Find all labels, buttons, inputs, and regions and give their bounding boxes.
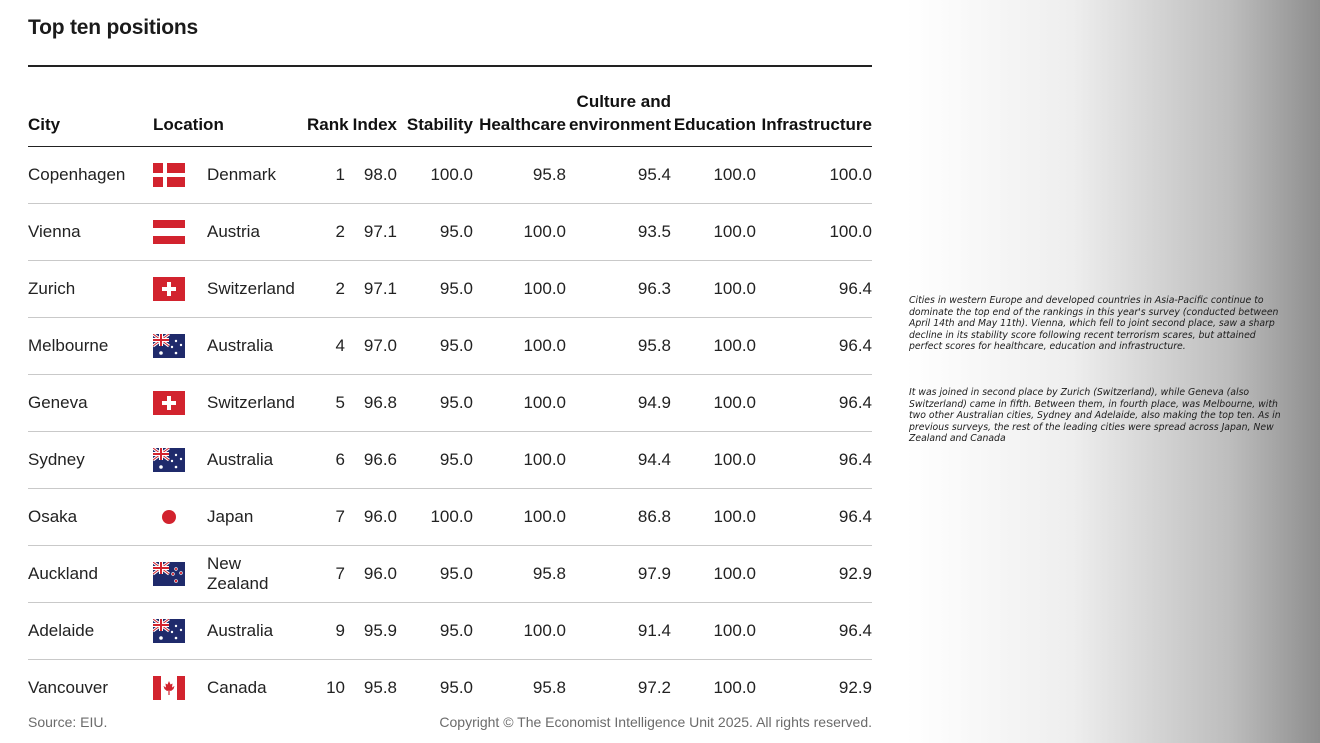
culture-cell: 94.4 <box>566 432 671 489</box>
table-row <box>28 147 872 204</box>
culture-cell: 97.9 <box>566 546 671 603</box>
index-cell: 97.0 <box>345 318 397 375</box>
culture-cell: 91.4 <box>566 603 671 660</box>
location-cell: Canada <box>207 678 267 697</box>
stability-cell: 95.0 <box>397 375 473 432</box>
city-cell: Auckland <box>28 546 153 603</box>
location-cell: Austria <box>207 204 307 261</box>
rankings-table <box>28 80 872 716</box>
education-cell: 100.0 <box>671 204 756 261</box>
education-cell: 100.0 <box>671 375 756 432</box>
index-cell: 95.8 <box>363 678 397 697</box>
flag-cell <box>153 432 207 489</box>
infrastructure-cell: 96.4 <box>756 489 872 546</box>
index-cell: 96.0 <box>345 546 397 603</box>
education-cell: 100.0 <box>671 603 756 660</box>
rank-cell: 9 <box>307 603 345 660</box>
table-row <box>28 375 872 432</box>
rank-cell: 2 <box>307 204 345 261</box>
page-title: Top ten positions <box>28 16 199 39</box>
healthcare-cell: 100.0 <box>473 261 566 318</box>
stability-cell: 95.0 <box>397 603 473 660</box>
education-cell: 100.0 <box>671 147 756 204</box>
index-cell: 96.6 <box>345 432 397 489</box>
flag-cell <box>153 204 207 261</box>
table-header-row <box>28 80 872 147</box>
header-culture-line1: Culture and <box>576 92 671 111</box>
stability-cell: 95.0 <box>397 432 473 489</box>
table-row <box>28 432 872 489</box>
healthcare-cell: 100.0 <box>473 204 566 261</box>
city-cell: Adelaide <box>28 603 153 660</box>
table-row <box>28 603 872 660</box>
culture-cell: 93.5 <box>566 204 671 261</box>
culture-cell: 95.4 <box>566 147 671 204</box>
header-education: Education <box>671 80 756 147</box>
index-cell: 95.9 <box>345 603 397 660</box>
canada-flag-icon <box>153 676 185 700</box>
new-zealand-flag-icon <box>153 562 185 586</box>
flag-cell <box>153 546 207 603</box>
location-cell: Switzerland <box>207 261 307 318</box>
flag-cell <box>153 147 207 204</box>
flag-cell <box>153 375 207 432</box>
source-note: Source: EIU. <box>28 714 108 730</box>
city-cell: Osaka <box>28 489 153 546</box>
australia-flag-icon <box>153 619 185 643</box>
healthcare-cell: 100.0 <box>473 318 566 375</box>
index-cell: 97.1 <box>345 261 397 318</box>
australia-flag-icon <box>153 334 185 358</box>
infrastructure-cell: 96.4 <box>756 603 872 660</box>
healthcare-cell: 95.8 <box>473 546 566 603</box>
education-cell: 100.0 <box>713 678 756 697</box>
header-rank: Rank <box>307 80 345 147</box>
infrastructure-cell: 100.0 <box>756 204 872 261</box>
table-row <box>28 204 872 261</box>
location-cell: Australia <box>207 432 307 489</box>
infrastructure-cell: 96.4 <box>756 261 872 318</box>
flag-cell <box>153 489 207 546</box>
healthcare-cell: 95.8 <box>473 147 566 204</box>
side-paragraph-2: It was joined in second place by Zurich (Switzerland), while Geneva (also Switzerland) came in fifth. Between them, in fourth place, was Melbourne, with two other Australian cities, Sydney and Adelaide, also making the top ten. As in previous surveys, the rest of the leading cities were spread across Japan, New Zealand and Canada <box>909 387 1281 445</box>
austria-flag-icon <box>153 220 185 244</box>
australia-flag-icon <box>153 448 185 472</box>
culture-cell: 94.9 <box>566 375 671 432</box>
table-row <box>28 546 872 603</box>
rank-cell: 10 <box>326 678 345 697</box>
city-cell: Vancouver <box>28 678 109 697</box>
stability-cell: 95.0 <box>397 546 473 603</box>
rank-cell: 4 <box>307 318 345 375</box>
switzerland-flag-icon <box>153 277 185 301</box>
infrastructure-cell: 96.4 <box>756 375 872 432</box>
flag-cell <box>153 318 207 375</box>
rank-cell: 6 <box>307 432 345 489</box>
healthcare-cell: 100.0 <box>473 489 566 546</box>
city-cell: Sydney <box>28 432 153 489</box>
infrastructure-cell: 96.4 <box>756 318 872 375</box>
side-gradient-background <box>870 0 1320 743</box>
culture-cell: 96.3 <box>566 261 671 318</box>
table-row <box>28 318 872 375</box>
infrastructure-cell: 92.9 <box>756 546 872 603</box>
location-cell: Japan <box>207 489 307 546</box>
city-cell: Copenhagen <box>28 147 153 204</box>
rank-cell: 1 <box>307 147 345 204</box>
stability-cell: 95.0 <box>439 678 473 697</box>
city-cell: Vienna <box>28 204 153 261</box>
flag-cell <box>153 603 207 660</box>
location-cell: Australia <box>207 603 307 660</box>
infrastructure-cell: 100.0 <box>756 147 872 204</box>
switzerland-flag-icon <box>153 391 185 415</box>
flag-cell <box>153 261 207 318</box>
header-index: Index <box>345 80 397 147</box>
location-cell: New Zealand <box>207 546 307 603</box>
education-cell: 100.0 <box>671 261 756 318</box>
index-cell: 98.0 <box>345 147 397 204</box>
rank-cell: 7 <box>307 546 345 603</box>
copyright-note: Copyright © The Economist Intelligence Unit 2025. All rights reserved. <box>439 714 872 730</box>
education-cell: 100.0 <box>671 489 756 546</box>
healthcare-cell: 95.8 <box>532 678 566 697</box>
education-cell: 100.0 <box>671 546 756 603</box>
index-cell: 97.1 <box>345 204 397 261</box>
location-cell: Switzerland <box>207 375 307 432</box>
infrastructure-cell: 92.9 <box>838 678 872 697</box>
city-cell: Zurich <box>28 261 153 318</box>
stability-cell: 95.0 <box>397 204 473 261</box>
stability-cell: 100.0 <box>397 489 473 546</box>
infrastructure-cell: 96.4 <box>756 432 872 489</box>
culture-cell: 95.8 <box>566 318 671 375</box>
header-healthcare: Healthcare <box>473 80 566 147</box>
education-cell: 100.0 <box>671 432 756 489</box>
stability-cell: 95.0 <box>397 261 473 318</box>
stability-cell: 95.0 <box>397 318 473 375</box>
title-divider <box>28 65 872 67</box>
table-row <box>28 660 872 717</box>
rank-cell: 2 <box>307 261 345 318</box>
location-cell: Denmark <box>207 147 307 204</box>
location-cell: Australia <box>207 318 307 375</box>
culture-cell: 86.8 <box>566 489 671 546</box>
culture-cell: 97.2 <box>637 678 671 697</box>
index-cell: 96.8 <box>345 375 397 432</box>
index-cell: 96.0 <box>345 489 397 546</box>
header-city: City <box>28 80 153 147</box>
stability-cell: 100.0 <box>397 147 473 204</box>
city-cell: Geneva <box>28 375 153 432</box>
city-cell: Melbourne <box>28 318 153 375</box>
header-infrastructure: Infrastructure <box>756 80 872 147</box>
healthcare-cell: 100.0 <box>473 603 566 660</box>
healthcare-cell: 100.0 <box>473 432 566 489</box>
table-row <box>28 489 872 546</box>
table-row <box>28 261 872 318</box>
flag-cell <box>153 660 207 717</box>
header-culture <box>566 80 671 147</box>
rank-cell: 5 <box>307 375 345 432</box>
header-location: Location <box>153 80 307 147</box>
header-stability: Stability <box>397 80 473 147</box>
education-cell: 100.0 <box>671 318 756 375</box>
denmark-flag-icon <box>153 163 185 187</box>
rank-cell: 7 <box>307 489 345 546</box>
japan-flag-icon <box>153 505 185 529</box>
header-culture-line2: environment <box>568 115 671 134</box>
side-paragraph-1: Cities in western Europe and developed countries in Asia-Pacific continue to dominate the top end of the rankings in this year's survey (conducted between April 14th and May 11th). Vienna, which fell to joint second place, saw a sharp decline in its stability score following recent terrorism scares, but attained perfect scores for healthcare, education and infrastructure. <box>909 295 1279 353</box>
healthcare-cell: 100.0 <box>473 375 566 432</box>
